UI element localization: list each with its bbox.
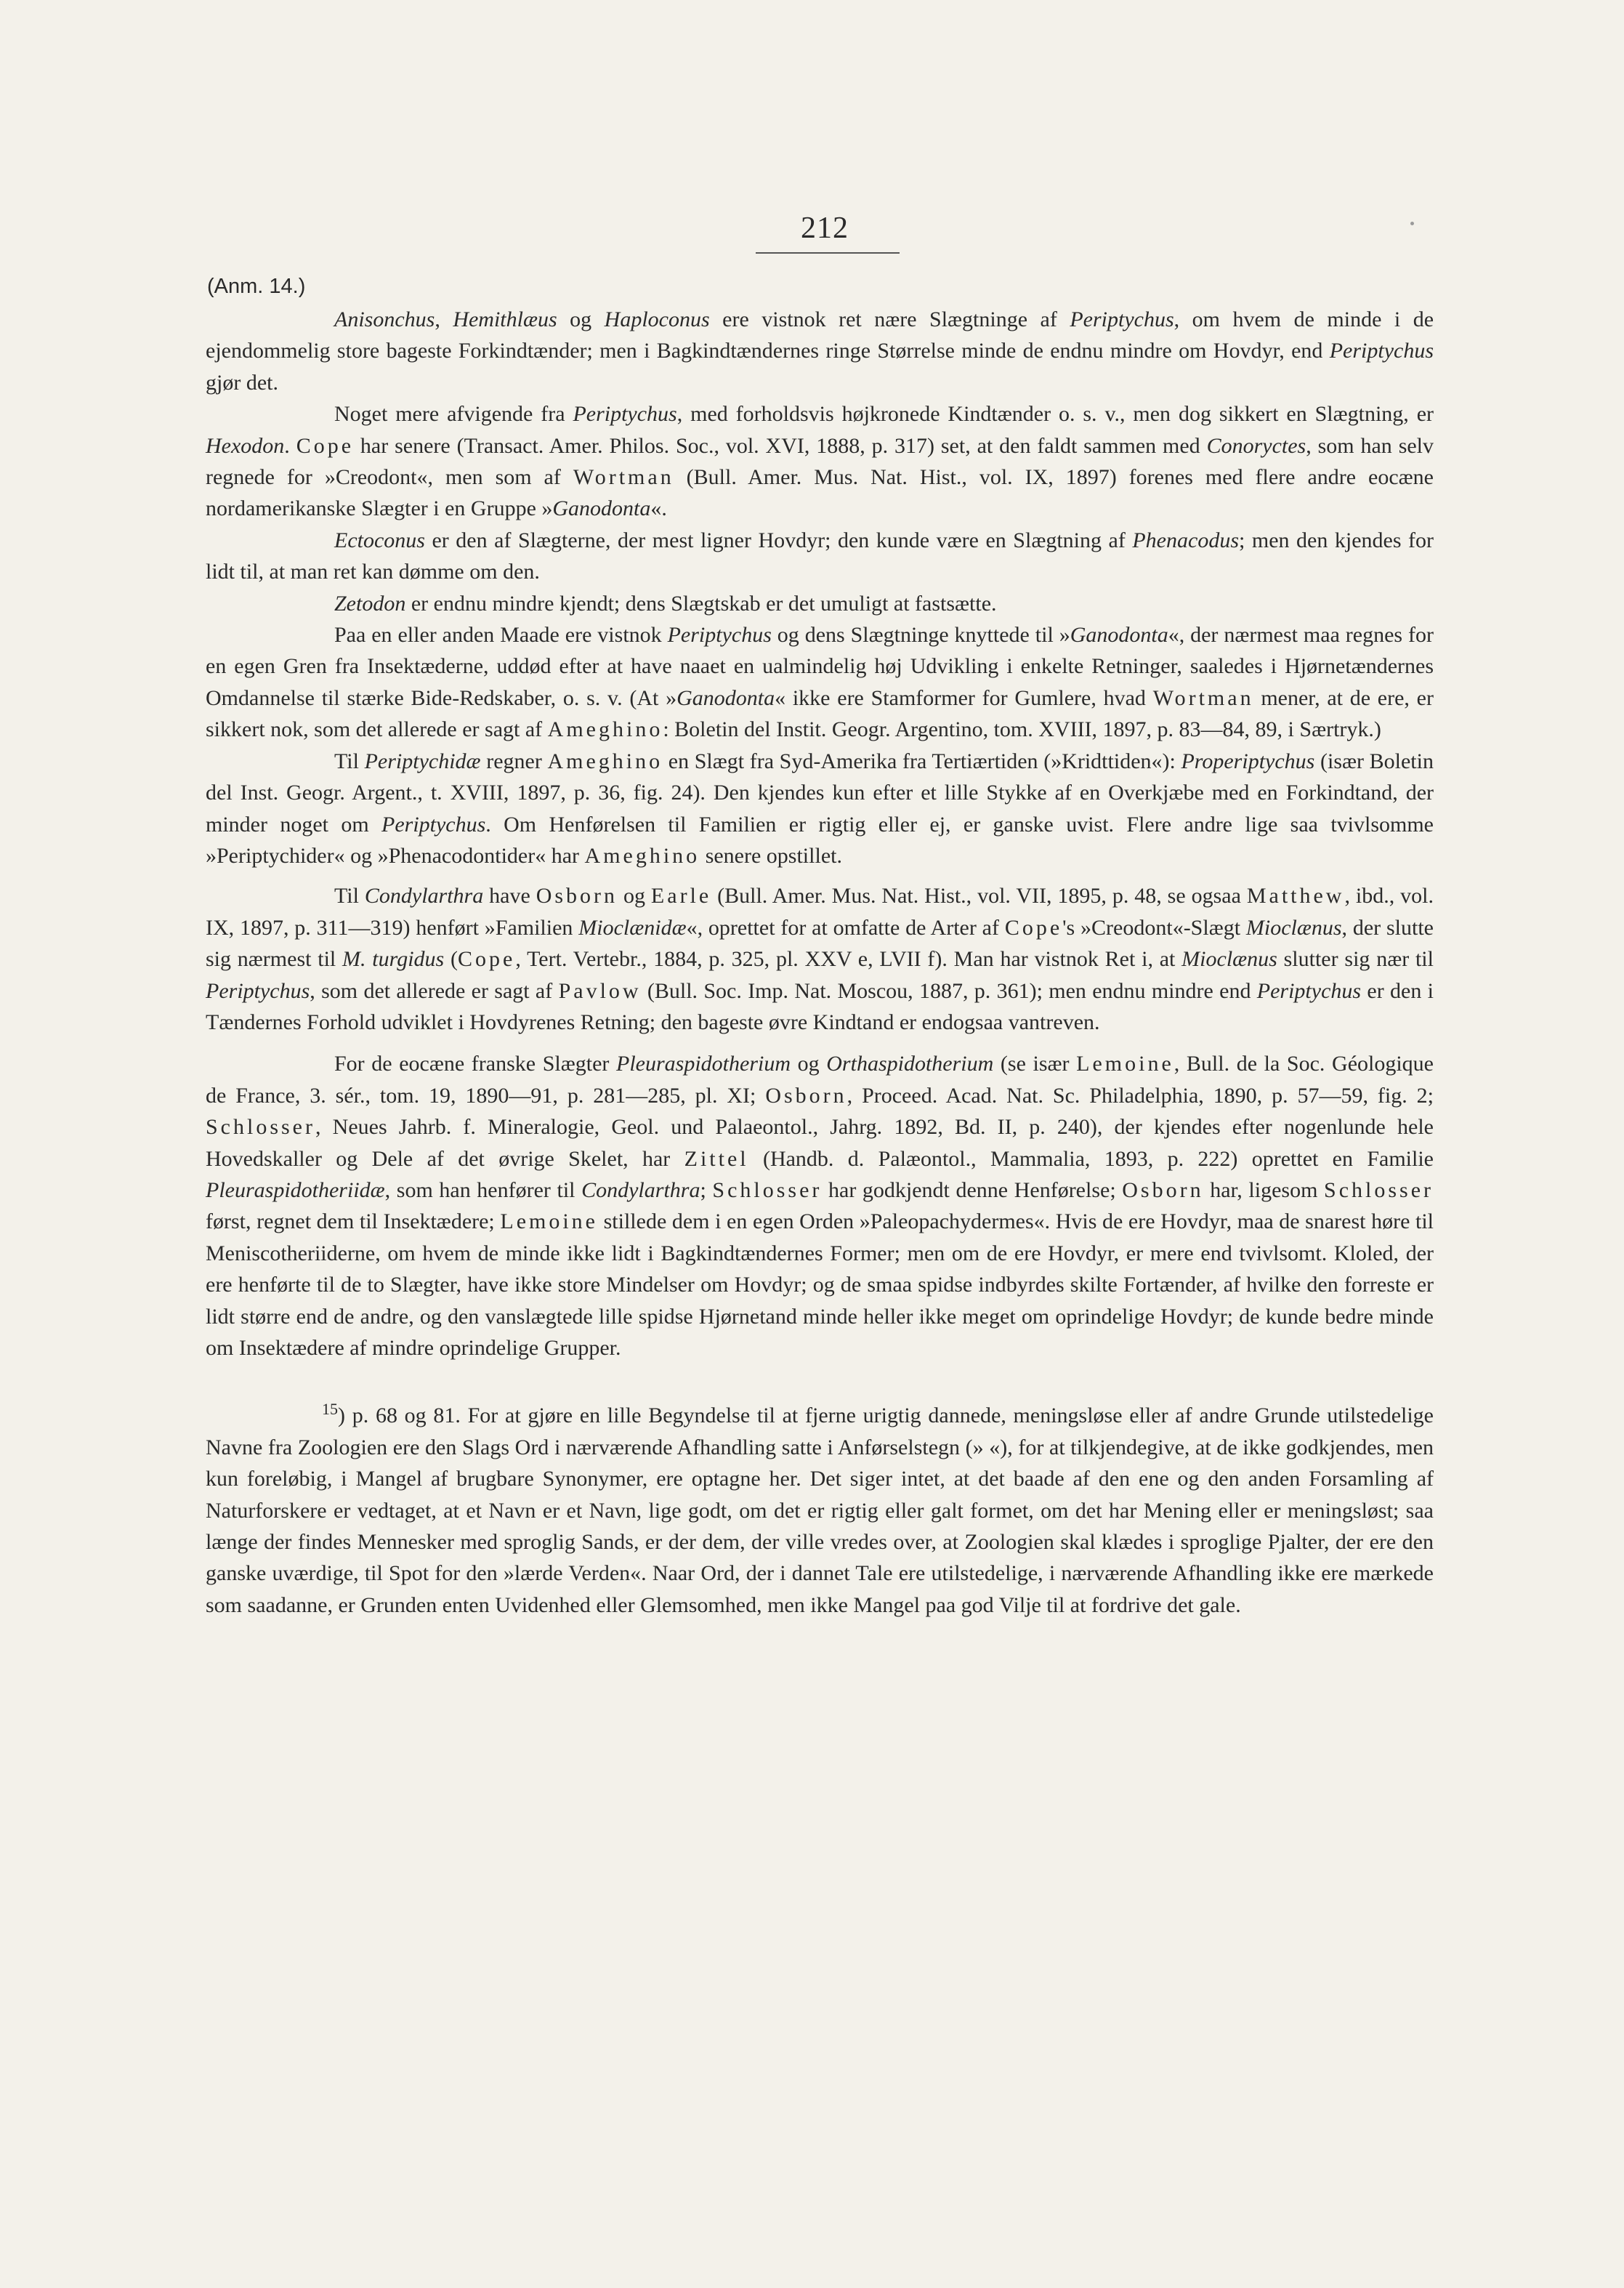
- text-run: (Bull. Amer. Mus. Nat. Hist., vol. IX, 1897) forenes med flere andre eocæne nordamerikanske Slægter i en Gruppe »: [206, 465, 1434, 521]
- text-run: have: [483, 884, 536, 909]
- spaced-author-name: Schlosser: [712, 1177, 823, 1202]
- text-run: ;: [700, 1177, 713, 1202]
- text-run: er endnu mindre kjendt; dens Slægtskab er det umuligt at fastsætte.: [405, 591, 997, 616]
- spaced-author-name: Ameghino: [584, 843, 700, 868]
- spaced-author-name: Ameghino: [547, 749, 663, 773]
- spaced-author-name: Matthew: [1246, 884, 1345, 909]
- text-run: først, regnet dem til Insektædere;: [206, 1209, 501, 1234]
- italic-term: Haploconus: [604, 307, 710, 331]
- paragraph: [206, 880, 1434, 1038]
- text-run: , Proceed. Acad. Nat. Sc. Philadelphia, 1890, p. 57—59, fig. 2;: [847, 1083, 1434, 1108]
- spaced-author-name: Pavlow: [558, 978, 642, 1003]
- text-run: ,: [435, 307, 453, 331]
- italic-term: Mioclænus: [1245, 915, 1342, 940]
- text-run: For de eocæne franske Slægter: [334, 1052, 617, 1076]
- italic-term: Mioclænus: [1181, 947, 1277, 972]
- text-run: ) p. 68 og 81. For at gjøre en lille Begyndelse til at fjerne urigtig dannede, meningsløse eller af andre Grunde utilstedelige Navne fra Zoologien ere den Slags Ord i nærværende Afhandling satte i Anførselstegn (» «), for at tilkjendegive, at de ikke godkjendes, men kun foreløbig, i Mangel af brugbare Synonymer, ere optagne her. Det siger intet, at det baade af den ene og den anden Forsamling af Naturforskere er vedtaget, at et Navn er et Navn, lige godt, om det er rigtig eller galt formet, om det har Mening eller er meningsløst; saa længe der findes Mennesker med sproglig Sands, er der dem, der ville vredes over, at Zoologien skal klædes i sproglige Pjalter, der ere den ganske uværdige, til Spot for den »lærde Verden«. Naar Ord, der i dannet Tale ere utilstedelige, i nærværende Afhandling ikke ere mærkede som saadanne, er Grunden enten Uvidenhed eller Glemsomhed, men ikke Mangel paa god Vilje til at fordrive det gale.: [206, 1403, 1434, 1617]
- text-run: «, der nærmest maa regnes for en egen Gren fra Insektæderne, uddød efter at have naaet en ualmindelig høj Udvikling i enkelte Retninger, saaledes i Hjørnetændernes Omdannelse til stærke Bide-Redskaber, o. s. v. (At »: [206, 623, 1434, 710]
- text-run: har, ligesom: [1203, 1177, 1325, 1202]
- italic-term: Ectoconus: [334, 528, 425, 552]
- italic-term: Pleuraspidotheriidæ: [206, 1177, 385, 1202]
- italic-term: Phenacodus: [1132, 528, 1239, 552]
- text-run: , som det allerede er sagt af: [310, 978, 559, 1003]
- text-run: en Slægt fra Syd-Amerika fra Tertiærtiden (»Kridttiden«):: [663, 749, 1181, 773]
- text-run: gjør det.: [206, 370, 278, 395]
- italic-term: Hemithlæus: [453, 307, 557, 331]
- spaced-author-name: Earle: [650, 884, 712, 909]
- text-run: er den af Slægterne, der mest ligner Hovdyr; den kunde være en Slægtning af: [424, 528, 1133, 552]
- paragraph: [206, 588, 1434, 619]
- text-run: har senere (Transact. Amer. Philos. Soc., vol. XVI, 1888, p. 317) set, at den faldt sammen med: [354, 433, 1207, 458]
- spaced-author-name: Ameghino: [547, 717, 663, 742]
- italic-term: Anisonchus: [334, 307, 435, 331]
- spaced-author-name: Cope: [458, 947, 516, 972]
- text-run: , der slutte sig nærmest til: [206, 915, 1434, 972]
- text-run: , om hvem de minde i de ejendommelig store bageste Forkindtænder; men i Bagkindtændernes ringe Størrelse minde de endnu mindre om Hovdyr, end: [206, 307, 1434, 363]
- text-run: , Tert. Vertebr., 1884, p. 325, pl. XXV e, LVII f). Man har vistnok Ret i, at: [515, 947, 1182, 972]
- text-run: og: [791, 1052, 827, 1076]
- italic-term: Periptychus: [381, 812, 486, 837]
- spaced-author-name: Lemoine: [1076, 1052, 1174, 1076]
- italic-term: Zetodon: [334, 591, 406, 616]
- text-run: er den i Tændernes Forhold udviklet i Hovdyrenes Retning; den bageste øvre Kindtand er endogsaa vantreven.: [206, 978, 1434, 1034]
- text-run: , Bull. de la Soc. Géologique de France, 3. sér., tom. 19, 1890—91, p. 281—285, pl. XI;: [206, 1052, 1434, 1108]
- italic-term: Periptychus: [1070, 307, 1174, 331]
- text-run: og: [618, 884, 651, 909]
- paragraph: [206, 525, 1434, 588]
- italic-term: Periptychus: [1256, 978, 1362, 1003]
- text-run: Noget mere afvigende fra: [334, 402, 573, 427]
- paragraph: [206, 1048, 1434, 1363]
- italic-term: Ganodonta: [1070, 623, 1168, 648]
- text-run: , Neues Jahrb. f. Mineralogie, Geol. und Palaeontol., Jahrg. 1892, Bd. II, p. 240), der kjendes efter nogenlunde hele Hovedskaller og Dele af det øvrige Skelet, har: [206, 1115, 1434, 1171]
- text-run: (Bull. Amer. Mus. Nat. Hist., vol. VII, 1895, p. 48, se ogsaa: [711, 884, 1247, 909]
- text-run: mener, at de ere, er sikkert nok, som det allerede er sagt af: [206, 685, 1434, 742]
- text-run: 's »Creodont«-Slægt: [1062, 915, 1246, 940]
- italic-term: Pleuraspidotherium: [616, 1052, 791, 1076]
- text-run: (se især: [993, 1052, 1077, 1076]
- paragraph: [206, 746, 1434, 872]
- text-run: senere opstillet.: [700, 843, 842, 868]
- italic-term: Orthaspidotherium: [826, 1052, 994, 1076]
- text-run: har godkjendt denne Henførelse;: [822, 1177, 1123, 1202]
- spaced-author-name: Osborn: [536, 884, 618, 909]
- text-run: (: [444, 947, 458, 972]
- spaced-author-name: Wortman: [573, 465, 674, 490]
- body-text: [206, 304, 1434, 1621]
- spaced-author-name: Cope: [296, 433, 355, 458]
- text-run: , som han henfører til: [384, 1177, 582, 1202]
- italic-term: Condylarthra: [581, 1177, 700, 1202]
- spaced-author-name: Zittel: [684, 1146, 749, 1171]
- italic-term: Ganodonta: [552, 496, 651, 521]
- text-run: og dens Slægtninge knyttede til »: [771, 623, 1070, 648]
- italic-term: Ganodonta: [676, 685, 775, 710]
- text-run: « ikke ere Stamformer for Gumlere, hvad: [775, 685, 1153, 710]
- paragraph: [206, 398, 1434, 525]
- spaced-author-name: Schlosser: [1324, 1177, 1434, 1202]
- text-run: regner: [480, 749, 548, 773]
- text-run: .: [284, 433, 296, 458]
- text-run: Til: [334, 884, 365, 909]
- spaced-author-name: Cope: [1004, 915, 1063, 940]
- italic-term: Periptychus: [206, 978, 310, 1003]
- page-number-underline: [756, 252, 900, 254]
- italic-term: Periptychus: [573, 402, 677, 427]
- italic-term: Periptychidæ: [364, 749, 481, 773]
- spaced-author-name: Osborn: [1122, 1177, 1204, 1202]
- spaced-author-name: Schlosser: [206, 1115, 315, 1140]
- footnote-text: [206, 1403, 1434, 1616]
- text-run: Paa en eller anden Maade ere vistnok: [334, 623, 668, 648]
- text-run: stillede dem i en egen Orden »Paleopachydermes«. Hvis de ere Hovdyr, maa de snarest høre til Meniscotheriiderne, om hvem de minde ikke lidt i Bagkindtændernes Former; men om de ere Hovdyr, er mere end tvivlsomt. Kloled, der ere henførte til de to Slægter, have ikke store Mindelser om Hovdyr; og de smaa spidse indbyrdes skilte Fortænder, af hvilke den forreste er lidt større end de andre, og den vanslægtede lille spidse Hjørnetand minde heller ikke meget om oprindelige Hovdyr; de kunde bedre minde om Insektædere af mindre oprindelige Grupper.: [206, 1209, 1434, 1360]
- text-run: slutter sig nær til: [1277, 947, 1434, 972]
- spaced-author-name: Osborn: [765, 1083, 847, 1108]
- paragraph: [206, 304, 1434, 398]
- italic-term: Conoryctes: [1206, 433, 1306, 458]
- text-run: «.: [650, 496, 667, 521]
- footnote: [206, 1400, 1434, 1621]
- italic-term: Condylarthra: [364, 884, 484, 909]
- text-run: , med forholdsvis højkronede Kindtænder o. s. v., men dog sikkert en Slægtning, er: [676, 402, 1434, 427]
- paragraph: [206, 619, 1434, 746]
- italic-term: Periptychus: [667, 623, 772, 648]
- text-run: ere vistnok ret nære Slægtninge af: [709, 307, 1070, 331]
- spaced-author-name: Wortman: [1152, 685, 1254, 710]
- text-run: . Om Henførelsen til Familien er rigtig eller ej, er ganske uvist. Flere andre lige saa tvivlsomme »Periptychider« og »Phenacodontider« har: [206, 812, 1434, 868]
- spaced-author-name: Lemoine: [500, 1209, 599, 1234]
- italic-term: M. turgidus: [342, 947, 445, 972]
- text-run: : Boletin del Instit. Geogr. Argentino, tom. XVIII, 1897, p. 83—84, 89, i Særtryk.): [663, 717, 1381, 742]
- text-run: og: [557, 307, 605, 331]
- italic-term: Properiptychus: [1181, 749, 1315, 773]
- print-speck: [1410, 222, 1414, 225]
- text-run: «, oprettet for at omfatte de Arter af: [686, 915, 1005, 940]
- text-run: ; men den kjendes for lidt til, at man ret kan dømme om den.: [206, 528, 1434, 584]
- italic-term: Periptychus: [1329, 339, 1434, 363]
- text-run: , ibd., vol. IX, 1897, p. 311—319) henført »Familien: [206, 884, 1434, 940]
- text-run: (især Boletin del Inst. Geogr. Argent., t. XVIII, 1897, p. 36, fig. 24). Den kjendes kun efter et lille Stykke af en Overkjæbe med en Forkindtand, der minder noget om: [206, 749, 1434, 837]
- italic-term: Mioclænidæ: [578, 915, 687, 940]
- text-run: (Handb. d. Palæontol., Mammalia, 1893, p. 222) oprettet en Familie: [748, 1146, 1434, 1171]
- text-run: , som han selv regnede for »Creodont«, men som af: [206, 433, 1434, 490]
- page-number: 212: [801, 212, 849, 245]
- footnote-number: 15: [322, 1400, 338, 1419]
- section-label: (Anm. 14.): [207, 275, 306, 298]
- italic-term: Hexodon: [206, 433, 285, 458]
- text-run: (Bull. Soc. Imp. Nat. Moscou, 1887, p. 361); men endnu mindre end: [641, 978, 1257, 1003]
- text-run: Til: [334, 749, 365, 773]
